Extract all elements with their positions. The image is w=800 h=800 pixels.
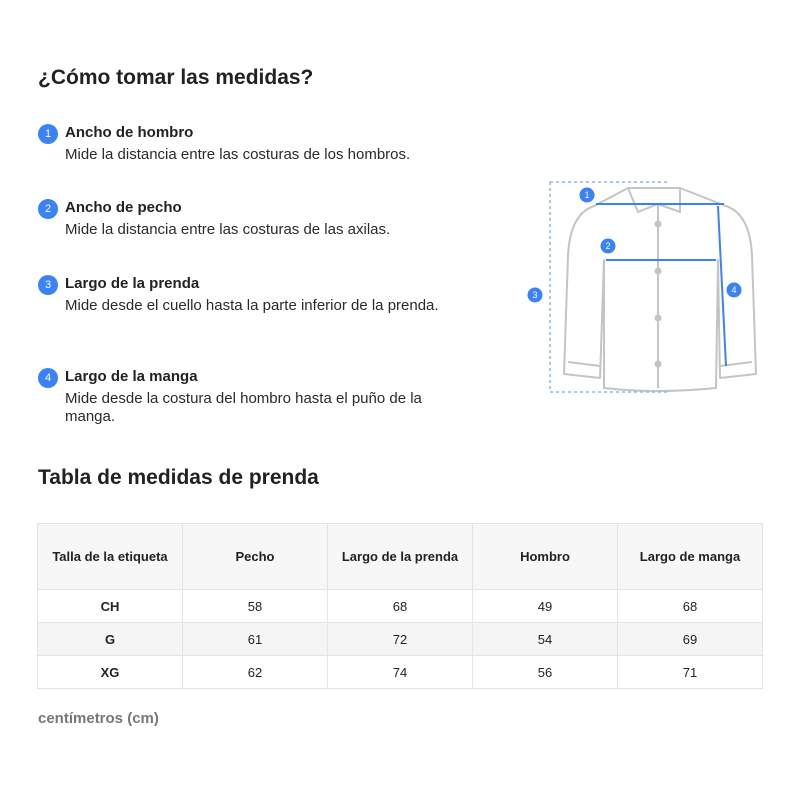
header-shoulder: Hombro bbox=[473, 524, 618, 590]
size-cell: G bbox=[38, 623, 183, 656]
step-description: Mide la distancia entre las costuras de las axilas. bbox=[65, 221, 391, 238]
size-cell: XG bbox=[38, 656, 183, 689]
table-cell: 49 bbox=[473, 590, 618, 623]
table-cell: 54 bbox=[473, 623, 618, 656]
table-cell: 58 bbox=[183, 590, 328, 623]
svg-text:3: 3 bbox=[532, 290, 538, 300]
table-row bbox=[38, 623, 763, 656]
marker-2 bbox=[601, 239, 616, 254]
step-sleeve-length bbox=[38, 368, 458, 426]
step-description: Mide desde el cuello hasta la parte inferior de la prenda. bbox=[65, 297, 439, 314]
table-cell: 68 bbox=[618, 590, 763, 623]
length-guide bbox=[550, 182, 670, 392]
table-cell: 72 bbox=[328, 623, 473, 656]
marker-4 bbox=[727, 283, 742, 298]
marker-3 bbox=[528, 288, 543, 303]
table-cell: 56 bbox=[473, 656, 618, 689]
step-number-badge: 3 bbox=[38, 275, 58, 295]
step-title: Largo de la manga bbox=[65, 368, 198, 385]
page-title: ¿Cómo tomar las medidas? bbox=[38, 66, 314, 89]
svg-text:4: 4 bbox=[731, 285, 737, 295]
table-cell: 62 bbox=[183, 656, 328, 689]
size-table-title: Tabla de medidas de prenda bbox=[38, 466, 319, 489]
size-cell: CH bbox=[38, 590, 183, 623]
table-row bbox=[38, 590, 763, 623]
step-number-badge: 4 bbox=[38, 368, 58, 388]
step-title: Ancho de hombro bbox=[65, 124, 194, 141]
marker-1 bbox=[580, 188, 595, 203]
step-description: Mide la distancia entre las costuras de los hombros. bbox=[65, 146, 411, 163]
table-cell: 61 bbox=[183, 623, 328, 656]
step-title: Ancho de pecho bbox=[65, 199, 182, 216]
step-number-badge: 2 bbox=[38, 199, 58, 219]
step-chest-width bbox=[38, 199, 458, 239]
step-shoulder-width bbox=[38, 124, 458, 164]
step-title: Largo de la prenda bbox=[65, 275, 200, 292]
table-header-row bbox=[38, 524, 763, 590]
svg-text:1: 1 bbox=[584, 190, 590, 200]
measurement-lines bbox=[596, 204, 726, 366]
table-row bbox=[38, 656, 763, 689]
table-cell: 71 bbox=[618, 656, 763, 689]
step-number-badge: 1 bbox=[38, 124, 58, 144]
header-garment-length: Largo de la prenda bbox=[328, 524, 473, 590]
header-chest: Pecho bbox=[183, 524, 328, 590]
shirt-measurement-diagram bbox=[520, 176, 760, 398]
table-cell: 68 bbox=[328, 590, 473, 623]
header-sleeve-length: Largo de manga bbox=[618, 524, 763, 590]
table-cell: 69 bbox=[618, 623, 763, 656]
unit-note: centímetros (cm) bbox=[38, 710, 159, 727]
size-table bbox=[37, 523, 763, 689]
table-cell: 74 bbox=[328, 656, 473, 689]
svg-text:2: 2 bbox=[605, 241, 611, 251]
header-label-size: Talla de la etiqueta bbox=[38, 524, 183, 590]
step-description: Mide desde la costura del hombro hasta el puño de la manga. bbox=[65, 390, 422, 425]
step-garment-length bbox=[38, 275, 458, 315]
